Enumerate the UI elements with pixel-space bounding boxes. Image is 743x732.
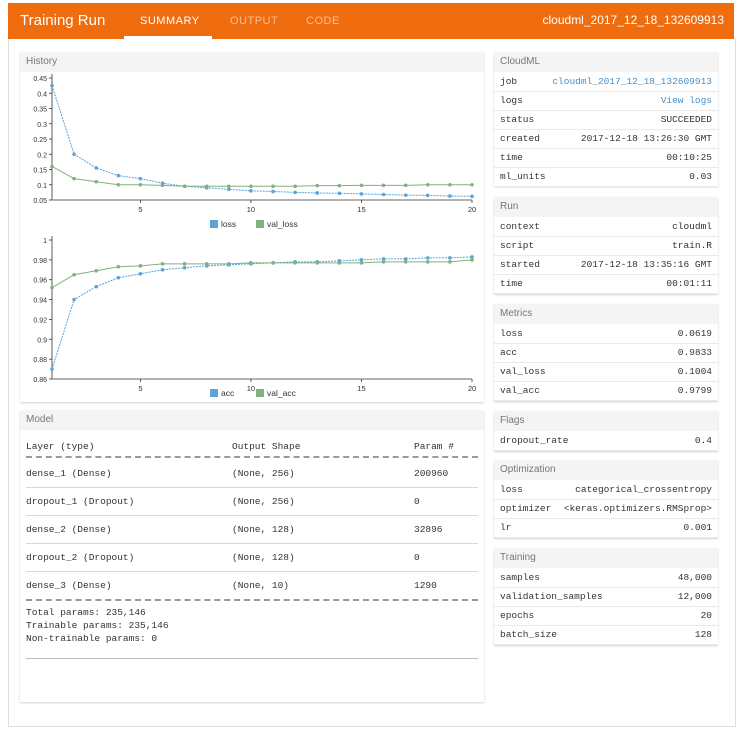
- kv-key: started: [500, 259, 540, 270]
- total-params: Total params: 235,146: [26, 607, 146, 618]
- kv-value: <keras.optimizers.RMSprop>: [563, 503, 712, 514]
- kv-value: 20: [700, 610, 712, 621]
- data-point-loss: [249, 189, 253, 193]
- cloudml-row-logs: [494, 91, 718, 111]
- model-header-row: [26, 436, 478, 458]
- kv-key: loss: [500, 328, 523, 339]
- data-point-loss: [139, 177, 143, 181]
- app-title: Training Run: [20, 12, 106, 29]
- y-tick-label: 0.98: [33, 257, 47, 265]
- kv-key: time: [500, 278, 523, 289]
- data-point-val_acc: [72, 273, 76, 277]
- kv-value: 0.9799: [677, 385, 712, 396]
- y-tick-label: 0.94: [33, 297, 47, 305]
- legend-swatch: [210, 220, 218, 228]
- data-point-val_acc: [315, 261, 319, 265]
- param-summary: [26, 606, 169, 645]
- legend-label: loss: [221, 219, 237, 229]
- kv-key: validation_samples: [500, 591, 603, 602]
- data-point-val_acc: [50, 286, 54, 290]
- data-point-loss: [426, 194, 430, 198]
- optimization-row: [494, 518, 718, 538]
- data-point-val_acc: [293, 261, 297, 265]
- legend-swatch: [256, 220, 264, 228]
- kv-value: 2017-12-18 13:26:30 GMT: [580, 133, 712, 144]
- y-tick-label: 0.35: [33, 106, 47, 114]
- y-tick-label: 0.9: [37, 337, 47, 345]
- data-point-acc: [448, 256, 452, 260]
- legend-swatch: [256, 389, 264, 397]
- kv-key: loss: [500, 484, 523, 495]
- data-point-val_loss: [117, 183, 121, 187]
- non-trainable-params: Non-trainable params: 0: [26, 633, 158, 644]
- data-point-val_acc: [139, 264, 143, 268]
- run-row: [494, 236, 718, 256]
- data-point-val_loss: [50, 165, 54, 169]
- kv-value: categorical_crossentropy: [575, 484, 712, 495]
- data-point-val_acc: [470, 258, 474, 262]
- optimization-card: [494, 460, 718, 538]
- data-point-val_loss: [161, 184, 165, 188]
- x-tick-label: 20: [467, 205, 477, 214]
- kv-value: 00:01:11: [666, 278, 712, 289]
- kv-key: val_acc: [500, 385, 540, 396]
- model-row-params: 200960: [414, 468, 449, 479]
- series-line-val_loss: [52, 166, 472, 186]
- kv-key: batch_size: [500, 629, 558, 640]
- kv-key: context: [500, 221, 540, 232]
- data-point-val_acc: [161, 262, 165, 266]
- data-point-val_loss: [293, 184, 297, 188]
- optimization-row: [494, 499, 718, 519]
- data-point-val_acc: [249, 261, 253, 265]
- layer-header: Layer (type): [26, 441, 95, 452]
- model-title: Model: [20, 410, 484, 430]
- data-point-val_loss: [470, 183, 474, 187]
- y-tick-label: 0.2: [37, 152, 47, 160]
- y-tick-label: 0.25: [33, 137, 47, 144]
- model-row-params: 0: [414, 496, 420, 507]
- data-point-acc: [161, 268, 165, 272]
- kv-value: 0.0619: [677, 328, 712, 339]
- metrics-row: [494, 324, 718, 344]
- kv-value: cloudml: [672, 221, 712, 232]
- accuracy-chart: [20, 234, 484, 399]
- data-point-val_loss: [205, 184, 209, 188]
- kv-key: lr: [500, 522, 512, 533]
- model-row-params: 32896: [414, 524, 443, 535]
- y-tick-label: 0.1: [37, 182, 47, 190]
- y-tick-label: 0.05: [33, 198, 47, 205]
- data-point-loss: [117, 174, 121, 178]
- kv-value: 00:10:25: [666, 152, 712, 163]
- data-point-val_acc: [404, 260, 408, 264]
- data-point-loss: [271, 190, 275, 194]
- cloudml-card: [494, 52, 718, 186]
- kv-key: val_loss: [500, 366, 546, 377]
- kv-key: epochs: [500, 610, 535, 621]
- model-row-params: 1290: [414, 580, 437, 591]
- run-row: [494, 255, 718, 275]
- series-line-loss: [52, 86, 472, 197]
- data-point-acc: [72, 298, 76, 302]
- model-row-shape: (None, 256): [232, 496, 295, 507]
- x-tick-label: 5: [138, 384, 143, 393]
- kv-key: ml_units: [500, 171, 546, 182]
- metrics-row: [494, 343, 718, 363]
- model-row-layer: dense_2 (Dense): [26, 524, 112, 535]
- kv-value: 0.9833: [677, 347, 712, 358]
- kv-key: logs: [500, 95, 523, 106]
- data-point-val_acc: [271, 261, 275, 265]
- data-point-val_acc: [338, 261, 342, 265]
- data-point-loss: [315, 191, 319, 195]
- kv-key: job: [500, 76, 518, 87]
- view-logs-link[interactable]: View logs: [660, 95, 712, 106]
- kv-value: 0.4: [694, 435, 712, 446]
- data-point-val_loss: [139, 183, 143, 187]
- model-row-layer: dropout_2 (Dropout): [26, 552, 135, 563]
- model-row: [26, 516, 478, 544]
- x-tick-label: 5: [138, 205, 143, 214]
- history-title: History: [20, 52, 484, 72]
- kv-key: acc: [500, 347, 518, 358]
- y-tick-label: 0.88: [33, 357, 47, 365]
- model-row: [26, 460, 478, 488]
- tab-output[interactable]: OUTPUT: [230, 15, 279, 27]
- data-point-val_loss: [271, 184, 275, 188]
- legend-label: acc: [221, 388, 235, 398]
- model-divider: [26, 658, 478, 659]
- cloudml-title: CloudML: [494, 52, 718, 72]
- data-point-acc: [426, 256, 430, 260]
- trainable-params: Trainable params: 235,146: [26, 620, 169, 631]
- kv-value: train.R: [672, 240, 712, 251]
- data-point-val_acc: [183, 262, 187, 266]
- data-point-val_loss: [426, 183, 430, 187]
- loss-chart: [20, 72, 484, 252]
- data-point-val_loss: [249, 184, 253, 188]
- training-card: [494, 548, 718, 645]
- model-row-layer: dense_1 (Dense): [26, 468, 112, 479]
- x-tick-label: 15: [357, 384, 366, 393]
- model-row: [26, 572, 478, 601]
- kv-key: dropout_rate: [500, 435, 569, 446]
- model-row: [26, 488, 478, 516]
- params-header: Param #: [414, 441, 454, 452]
- model-card: [20, 410, 484, 702]
- y-tick-label: 0.3: [37, 121, 47, 129]
- legend-label: val_acc: [267, 388, 296, 398]
- kv-value: 0.001: [683, 522, 712, 533]
- tab-summary[interactable]: SUMMARY: [140, 15, 200, 27]
- cloudml-row-status: [494, 110, 718, 130]
- cloudml-row-job: [494, 72, 718, 92]
- y-tick-label: 0.86: [33, 377, 47, 384]
- model-row: [26, 544, 478, 572]
- model-row-shape: (None, 10): [232, 580, 290, 591]
- kv-value: 128: [694, 629, 712, 640]
- data-point-acc: [50, 367, 54, 371]
- x-tick-label: 10: [246, 384, 256, 393]
- data-point-val_acc: [360, 261, 364, 265]
- run-id: cloudml_2017_12_18_132609913: [542, 13, 724, 27]
- data-point-val_loss: [72, 177, 76, 181]
- model-row-params: 0: [414, 552, 420, 563]
- run-row: [494, 274, 718, 294]
- metrics-row: [494, 381, 718, 401]
- model-row-layer: dense_3 (Dense): [26, 580, 112, 591]
- optimization-title: Optimization: [494, 460, 718, 480]
- data-point-loss: [72, 152, 76, 156]
- y-tick-label: 0.4: [37, 91, 47, 99]
- kv-key: created: [500, 133, 540, 144]
- data-point-val_acc: [227, 262, 231, 266]
- data-point-loss: [470, 195, 474, 199]
- kv-key: samples: [500, 572, 540, 583]
- training-row: [494, 625, 718, 645]
- data-point-val_loss: [315, 184, 319, 188]
- series-line-val_acc: [52, 260, 472, 288]
- cloudml-row-created: [494, 129, 718, 149]
- training-row: [494, 568, 718, 588]
- optimization-row: [494, 480, 718, 500]
- cloudml-row-time: [494, 148, 718, 168]
- cloudml-row-ml-units: [494, 167, 718, 187]
- metrics-row: [494, 362, 718, 382]
- data-point-acc: [139, 272, 143, 276]
- training-row: [494, 606, 718, 626]
- model-row-shape: (None, 128): [232, 524, 295, 535]
- kv-value: 12,000: [677, 591, 712, 602]
- data-point-loss: [293, 191, 297, 195]
- data-point-val_loss: [382, 184, 386, 188]
- data-point-loss: [338, 191, 342, 195]
- y-tick-label: 1: [43, 238, 47, 245]
- metrics-card: [494, 304, 718, 401]
- data-point-val_loss: [404, 184, 408, 188]
- kv-key: optimizer: [500, 503, 552, 514]
- data-point-loss: [448, 194, 452, 198]
- kv-value: 48,000: [677, 572, 712, 583]
- metrics-title: Metrics: [494, 304, 718, 324]
- y-tick-label: 0.92: [33, 317, 47, 325]
- legend-label: val_loss: [267, 219, 298, 229]
- y-tick-label: 0.15: [33, 167, 47, 175]
- data-point-loss: [94, 166, 98, 170]
- data-point-loss: [404, 193, 408, 197]
- data-point-val_loss: [94, 180, 98, 184]
- data-point-val_loss: [338, 184, 342, 188]
- kv-key: script: [500, 240, 535, 251]
- data-point-loss: [50, 84, 54, 88]
- y-tick-label: 0.45: [33, 76, 47, 83]
- series-line-acc: [52, 257, 472, 369]
- shape-header: Output Shape: [232, 441, 301, 452]
- kv-value: SUCCEEDED: [660, 114, 712, 125]
- history-card: [20, 52, 484, 402]
- data-point-val_acc: [426, 260, 430, 264]
- flags-title: Flags: [494, 411, 718, 431]
- top-bar: [8, 3, 734, 39]
- x-tick-label: 10: [246, 205, 256, 214]
- job-link[interactable]: cloudml_2017_12_18_132609913: [552, 76, 712, 87]
- run-card: [494, 197, 718, 294]
- flags-card: [494, 411, 718, 451]
- y-tick-label: 0.96: [33, 277, 47, 285]
- flags-row: [494, 431, 718, 451]
- tab-code[interactable]: CODE: [306, 15, 340, 27]
- kv-key: status: [500, 114, 535, 125]
- data-point-loss: [382, 193, 386, 197]
- training-row: [494, 587, 718, 607]
- model-row-shape: (None, 256): [232, 468, 295, 479]
- data-point-acc: [94, 285, 98, 289]
- model-row-layer: dropout_1 (Dropout): [26, 496, 135, 507]
- model-row-shape: (None, 128): [232, 552, 295, 563]
- legend-swatch: [210, 389, 218, 397]
- kv-value: 2017-12-18 13:35:16 GMT: [580, 259, 712, 270]
- data-point-acc: [183, 266, 187, 270]
- data-point-val_loss: [360, 184, 364, 188]
- training-title: Training: [494, 548, 718, 568]
- kv-value: 0.1004: [677, 366, 712, 377]
- data-point-val_acc: [205, 262, 209, 266]
- data-point-val_loss: [183, 184, 187, 188]
- data-point-val_acc: [94, 269, 98, 273]
- kv-value: 0.03: [689, 171, 712, 182]
- kv-key: time: [500, 152, 523, 163]
- data-point-val_loss: [227, 184, 231, 188]
- run-row: [494, 217, 718, 237]
- data-point-val_acc: [117, 265, 121, 269]
- data-point-val_acc: [382, 260, 386, 264]
- x-tick-label: 15: [357, 205, 366, 214]
- data-point-val_loss: [448, 183, 452, 187]
- run-title: Run: [494, 197, 718, 217]
- data-point-val_acc: [448, 260, 452, 264]
- data-point-acc: [117, 276, 121, 280]
- data-point-loss: [360, 192, 364, 196]
- x-tick-label: 20: [467, 384, 477, 393]
